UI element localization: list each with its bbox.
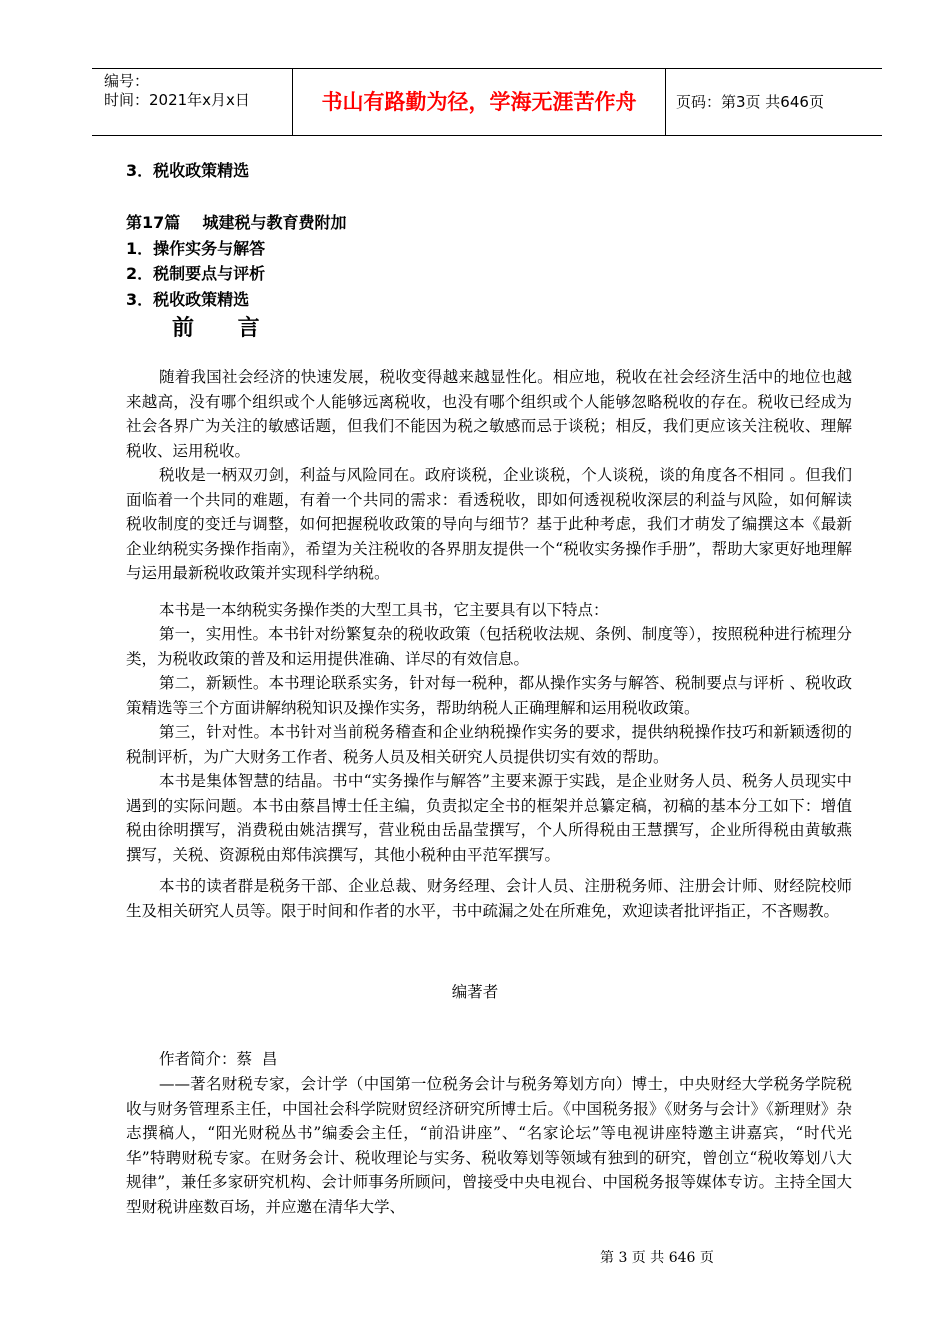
author-intro-label: 作者简介：蔡 昌 <box>159 1050 278 1068</box>
preface-paragraph: 第一，实用性。本书针对纷繁复杂的税收政策（包括税收法规、条例、制度等），按照税种进行梳理分类，为税收政策的普及和运用提供准确、详尽的有效信息。 <box>126 625 852 668</box>
page-footer: 第 3 页 共 646 页 <box>600 1250 714 1266</box>
preface-paragraph: 本书是一本纳税实务操作类的大型工具书，它主要具有以下特点： <box>159 601 609 619</box>
author-intro-text: ——著名财税专家，会计学（中国第一位税务会计与税务筹划方向）博士，中央财经大学税务学院税收与财务管理系主任，中国社会科学院财贸经济研究所博士后。《中国税务报》《财务与会计》《新理财》杂志撰稿人，“阳光财税丛书”编委会主任，“前沿讲座”、“名家论坛”等电视讲座特邀主讲嘉宾，“时代光华”特聘财税专家。在财务会计、税收理论与实务、税收筹划等领域有独到的研究，曾创立“税收筹划八大规律”，兼任多家研究机构、会计师事务所顾问，曾接受中央电视台、中国税务报等媒体专访。主持全国大型财税讲座数百场，并应邀在清华大学、 <box>126 1075 852 1216</box>
number-label: 编号： <box>104 72 150 90</box>
preface-paragraph: 本书的读者群是税务干部、企业总裁、财务经理、会计人员、注册税务师、注册会计师、财经院校师生及相关研究人员等。限于时间和作者的水平，书中疏漏之处在所难免，欢迎读者批评指正，不吝赐教。 <box>126 877 852 920</box>
outline-item: 3．税收政策精选 <box>126 289 250 309</box>
outline-item: 2．税制要点与评析 <box>126 264 266 283</box>
outline-chapter-block <box>126 210 347 312</box>
preface-paragraph: 第二，新颖性。本书理论联系实务，针对每一税种，都从操作实务与解答、税制要点与评析 、税收政策精选等三个方面讲解纳税知识及操作实务，帮助纳税人正确理解和运用税收政策。 <box>126 674 852 717</box>
preface-title: 前 言 <box>172 316 278 341</box>
outline-chapter: 第17篇 城建税与教育费附加 <box>126 213 347 232</box>
signature: 编著者 <box>451 983 499 1001</box>
header-motto: 书山有路勤为径，学海无涯苦作舟 <box>293 69 666 135</box>
preface-paragraph: 第三，针对性。本书针对当前税务稽查和企业纳税操作实务的要求，提供纳税操作技巧和新颖透彻的税制评析，为广大财务工作者、税务人员及相关研究人员提供切实有效的帮助。 <box>126 723 852 766</box>
header-page-label: 页码：第3页 共646页 <box>676 93 824 111</box>
header-meta <box>92 69 293 135</box>
time-label: 时间：2021年x月x日 <box>104 91 250 109</box>
preface-paragraph: 本书是集体智慧的结晶。书中“实务操作与解答”主要来源于实践，是企业财务人员、税务人员现实中遇到的实际问题。本书由蔡昌博士任主编，负责拟定全书的框架并总纂定稿，初稿的基本分工如下：增值税由徐明撰写，消费税由姚洁撰写，营业税由岳晶莹撰写，个人所得税由王慧撰写，企业所得税由黄敏燕撰写，关税、资源税由郑伟滨撰写，其他小税种由平范军撰写。 <box>126 772 852 864</box>
preface-paragraph: 随着我国社会经济的快速发展，税收变得越来越显性化。相应地，税收在社会经济生活中的地位也越来越高，没有哪个组织或个人能够远离税收，也没有哪个组织或个人能够忽略税收的存在。税收已经成为社会各界广为关注的敏感话题，但我们不能因为税之敏感而忌于谈税；相反，我们更应该关注税收、理解税收、运用税收。 <box>126 368 852 460</box>
outline-top-item: 3．税收政策精选 <box>126 161 250 180</box>
page-header <box>92 68 882 136</box>
preface-paragraph: 税收是一柄双刃剑，利益与风险同在。政府谈税，企业谈税，个人谈税，谈的角度各不相同 。但我们面临着一个共同的难题，有着一个共同的需求：看透税收，即如何透视税收深层的利益与风险，如何解读税收制度的变迁与调整，如何把握税收政策的导向与细节？基于此种考虑，我们才萌发了编撰这本《最新企业纳税实务操作指南》，希望为关注税收的各界朋友提供一个“税收实务操作手册”，帮助大家更好地理解与运用最新税收政策并实现科学纳税。 <box>126 466 852 582</box>
outline-item: 1．操作实务与解答 <box>126 238 266 258</box>
